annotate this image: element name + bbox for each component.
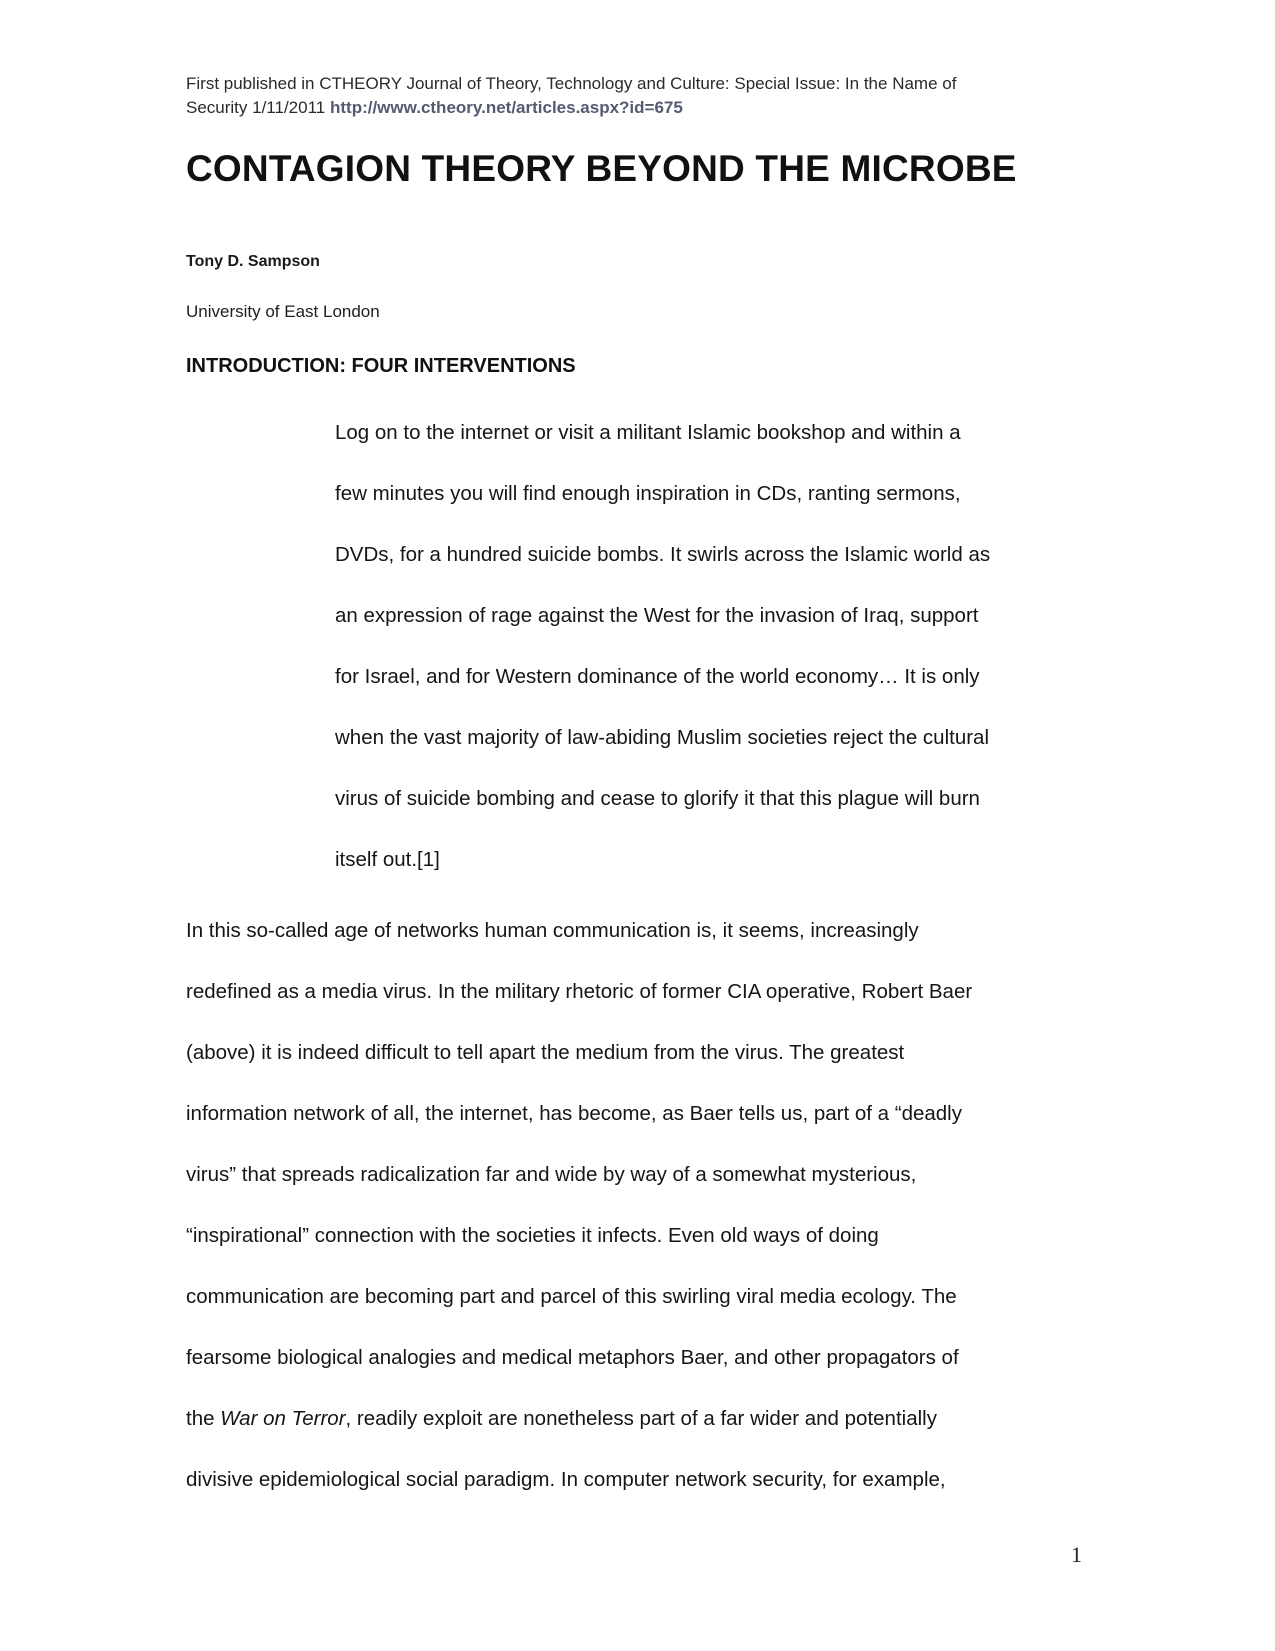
page-number: 1 [1071, 1542, 1082, 1567]
document-title: CONTAGION THEORY BEYOND THE MICROBE [186, 148, 1017, 189]
quote-line: few minutes you will find enough inspiration in CDs, ranting sermons, [335, 482, 961, 505]
quote-line: for Israel, and for Western dominance of the world economy… It is only [335, 665, 980, 688]
publication-note-date: Security 1/11/2011 [186, 98, 326, 117]
publication-note [186, 72, 1066, 120]
body-paragraph [186, 900, 1086, 1510]
body-line-start: the [186, 1407, 221, 1430]
body-line [186, 1388, 1086, 1449]
article-url-link[interactable]: http://www.ctheory.net/articles.aspx?id=675 [329, 98, 683, 117]
quote-line: an expression of rage against the West for the invasion of Iraq, support [335, 604, 979, 627]
quote-line: itself out.[1] [335, 848, 440, 871]
body-line: In this so-called age of networks human communication is, it seems, increasingly [186, 919, 919, 942]
body-line: (above) it is indeed difficult to tell apart the medium from the virus. The greatest [186, 1041, 905, 1064]
publication-note-line1: First published in CTHEORY Journal of Theory, Technology and Culture: Special Issue: In the Name of [186, 74, 957, 93]
body-line: divisive epidemiological social paradigm. In computer network security, for example, [186, 1468, 946, 1491]
quote-line: when the vast majority of law-abiding Muslim societies reject the cultural [335, 726, 989, 749]
author-name: Tony D. Sampson [186, 253, 320, 270]
block-quote [335, 402, 1105, 890]
author-affiliation: University of East London [186, 302, 380, 321]
body-line: communication are becoming part and parcel of this swirling viral media ecology. The [186, 1285, 957, 1308]
body-line: “inspirational” connection with the societies it infects. Even old ways of doing [186, 1224, 879, 1247]
quote-line: virus of suicide bombing and cease to glorify it that this plague will burn [335, 787, 980, 810]
body-line-end: , readily exploit are nonetheless part of a far wider and potentially [345, 1407, 937, 1430]
quote-line: Log on to the internet or visit a militant Islamic bookshop and within a [335, 421, 961, 444]
quote-line: DVDs, for a hundred suicide bombs. It swirls across the Islamic world as [335, 543, 991, 566]
italic-term: War on Terror [220, 1407, 346, 1430]
body-line: virus” that spreads radicalization far and wide by way of a somewhat mysterious, [186, 1163, 917, 1186]
section-heading: INTRODUCTION: FOUR INTERVENTIONS [186, 355, 576, 377]
body-line: redefined as a media virus. In the military rhetoric of former CIA operative, Robert Baer [186, 980, 973, 1003]
body-line: fearsome biological analogies and medical metaphors Baer, and other propagators of [186, 1346, 959, 1369]
body-line: information network of all, the internet, has become, as Baer tells us, part of a “deadly [186, 1102, 962, 1125]
